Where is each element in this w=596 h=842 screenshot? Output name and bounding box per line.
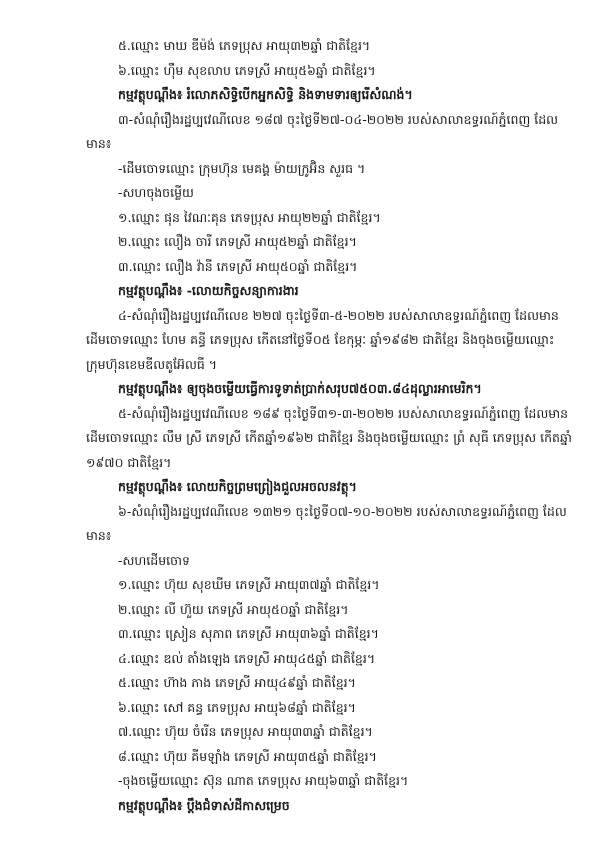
subject-line: កម្មវត្ថុបណ្តឹង៖ ប្តឹងជំទាស់ដីកាសម្រេច (118, 797, 290, 813)
text-line: ២.ឈ្មោះ លី ហ៊ួយ ភេទស្រី អាយុ៥០ឆ្នាំ ជាតិខ្មែរ។ (118, 601, 349, 617)
text-line: ៥.ឈ្មោះ មាឃ ឌីម៉ង់ ភេទប្រុស អាយុ៣២ឆ្នាំ ជាតិខ្មែរ។ (118, 38, 371, 53)
text-line: ៥.ឈ្មោះ ហ៊ាង ភាង ភេទស្រី អាយុ៤៩ឆ្នាំ ជាតិខ្មែរ។ (118, 675, 356, 690)
text-line: -សហដើមចោទ (118, 552, 190, 568)
subject-line: កម្មវត្ថុបណ្តឹង៖ លោយកិច្ចព្រមព្រៀងជួលអចលនវត្ថុ។ (118, 479, 357, 494)
case-heading: ៣-សំណុំរឿងរដ្ឋប្បវេណីលេខ ១៨៧ ចុះថ្ងៃទី២៧-០៤-២០២២ របស់សាលាឧទ្ធរណ៍ភ្នំពេញ ដែល (118, 111, 559, 127)
text-line: ១៩៧០ ជាតិខ្មែរ។ (86, 454, 172, 470)
text-line: ៣.ឈ្មោះ លឿង វ៉ានី ភេទស្រី អាយុ៥០ឆ្នាំ ជាតិខ្មែរ។ (118, 258, 358, 274)
text-line: មាន៖ (86, 136, 112, 151)
text-line: -ចុងចម្លើយឈ្មោះ ស៊ុន ណាត ភេទប្រុស អាយុ៦៣ឆ្នាំ ជាតិខ្មែរ។ (118, 773, 409, 788)
case-heading: ៥-សំណុំរឿងរដ្ឋប្បវេណីលេខ ១៨៩ ចុះថ្ងៃទី៣១-៣-២០២២ របស់សាលាឧទ្ធរណ៍ភ្នំពេញ ដែលមាន (118, 405, 569, 421)
text-line: ៨.ឈ្មោះ ហ៊ុយ គីមឡាំង ភេទស្រី អាយុ៣៥ឆ្នាំ ជាតិខ្មែរ។ (118, 748, 377, 764)
subject-line: កម្មវត្ថុបណ្តឹង៖ -លោយកិច្ចសន្យាការងារ (118, 283, 299, 298)
text-line: ៣.ឈ្មោះ ស្រៀន សុភាព ភេទស្រី អាយុ៣៦ឆ្នាំ ជាតិខ្មែរ។ (118, 626, 379, 641)
case-heading: ៦-សំណុំរឿងរដ្ឋប្បវេណីលេខ ១៣២១ ចុះថ្ងៃទី០៧-១០-២០២២ របស់សាលាឧទ្ធរណ៍ភ្នំពេញ ដែល (118, 503, 567, 519)
subject-line: កម្មវត្ថុបណ្តឹង៖ ឲ្យចុងចម្លើយធ្វើការទូទាត់ប្រាក់សរុប៧៥០៣.៨៤ដុល្លារអាមេរិក។ (118, 381, 482, 396)
text-line: -សហចុងចម្លើយ (118, 185, 194, 200)
text-line: មាន៖ (86, 528, 112, 543)
text-line: ១.ឈ្មោះ ផុន វៃណៈគុន ភេទប្រុស អាយុ២២ឆ្នាំ ជាតិខ្មែរ។ (118, 209, 381, 225)
text-line: ក្រុមហ៊ុនខេមឌីលតូអ៊ែលធី ។ (86, 356, 217, 372)
text-line: ៦.ឈ្មោះ ហ៊ឹម សុខលាប ភេទស្រី អាយុ៥៦ឆ្នាំ ជាតិខ្មែរ។ (118, 62, 376, 78)
text-line: ដើមចោទឈ្មោះ ហែម គន្ធី ភេទប្រុស កើតនៅថ្ងៃទី០៥ ខែកុម្ភៈ ឆ្នាំ១៩៨២ ជាតិខ្មែរ និងចុងចម្លើយឈ្មោះ (86, 332, 555, 347)
text-line: ១.ឈ្មោះ ហ៊ុយ សុខឃីម ភេទស្រី អាយុ៣៧ឆ្នាំ ជាតិខ្មែរ។ (118, 577, 380, 592)
case-heading: ៤-សំណុំរឿងរដ្ឋប្បវេណីលេខ ២២៧ ចុះថ្ងៃទី៣-៥-២០២២ របស់សាលាឧទ្ធរណ៍ភ្នំពេញ ដែលមាន (118, 307, 559, 323)
subject-line: កម្មវត្ថុបណ្តឹង៖ រំលោភសិទ្ធិបើកអ្នកសិទ្ធិ និងទាមទារឲ្យរើសំណង់។ (118, 87, 413, 102)
text-line: ៦.ឈ្មោះ សៅ គន្ធ ភេទប្រុស អាយុ៦៨ឆ្នាំ ជាតិខ្មែរ។ (118, 699, 356, 715)
text-line: ដើមចោទឈ្មោះ លឹម ស្រី ភេទស្រី កើតឆ្នាំ១៩៦២ ជាតិខ្មែរ និងចុងចម្លើយឈ្មោះ ព្រំ សុធី ភេទប្រុស កើតឆ្នាំ (86, 430, 572, 445)
text-line: ៧.ឈ្មោះ ហ៊ុយ ចំរើន ភេទប្រុស អាយុ៣៣ឆ្នាំ ជាតិខ្មែរ។ (118, 724, 373, 739)
text-line: ២.ឈ្មោះ លឿង ចារី ភេទស្រី អាយុ៥២ឆ្នាំ ជាតិខ្មែរ។ (118, 234, 357, 249)
text-line: ៤.ឈ្មោះ ឌល់ តាំងឡេង ភេទស្រី អាយុ៤៥ឆ្នាំ ជាតិខ្មែរ។ (118, 650, 376, 666)
text-line: -ដើមចោទឈ្មោះ ក្រុមហ៊ុន មេគង្គ ម៉ាយក្រូអ៊ិន សួរធ ។ (118, 160, 366, 176)
